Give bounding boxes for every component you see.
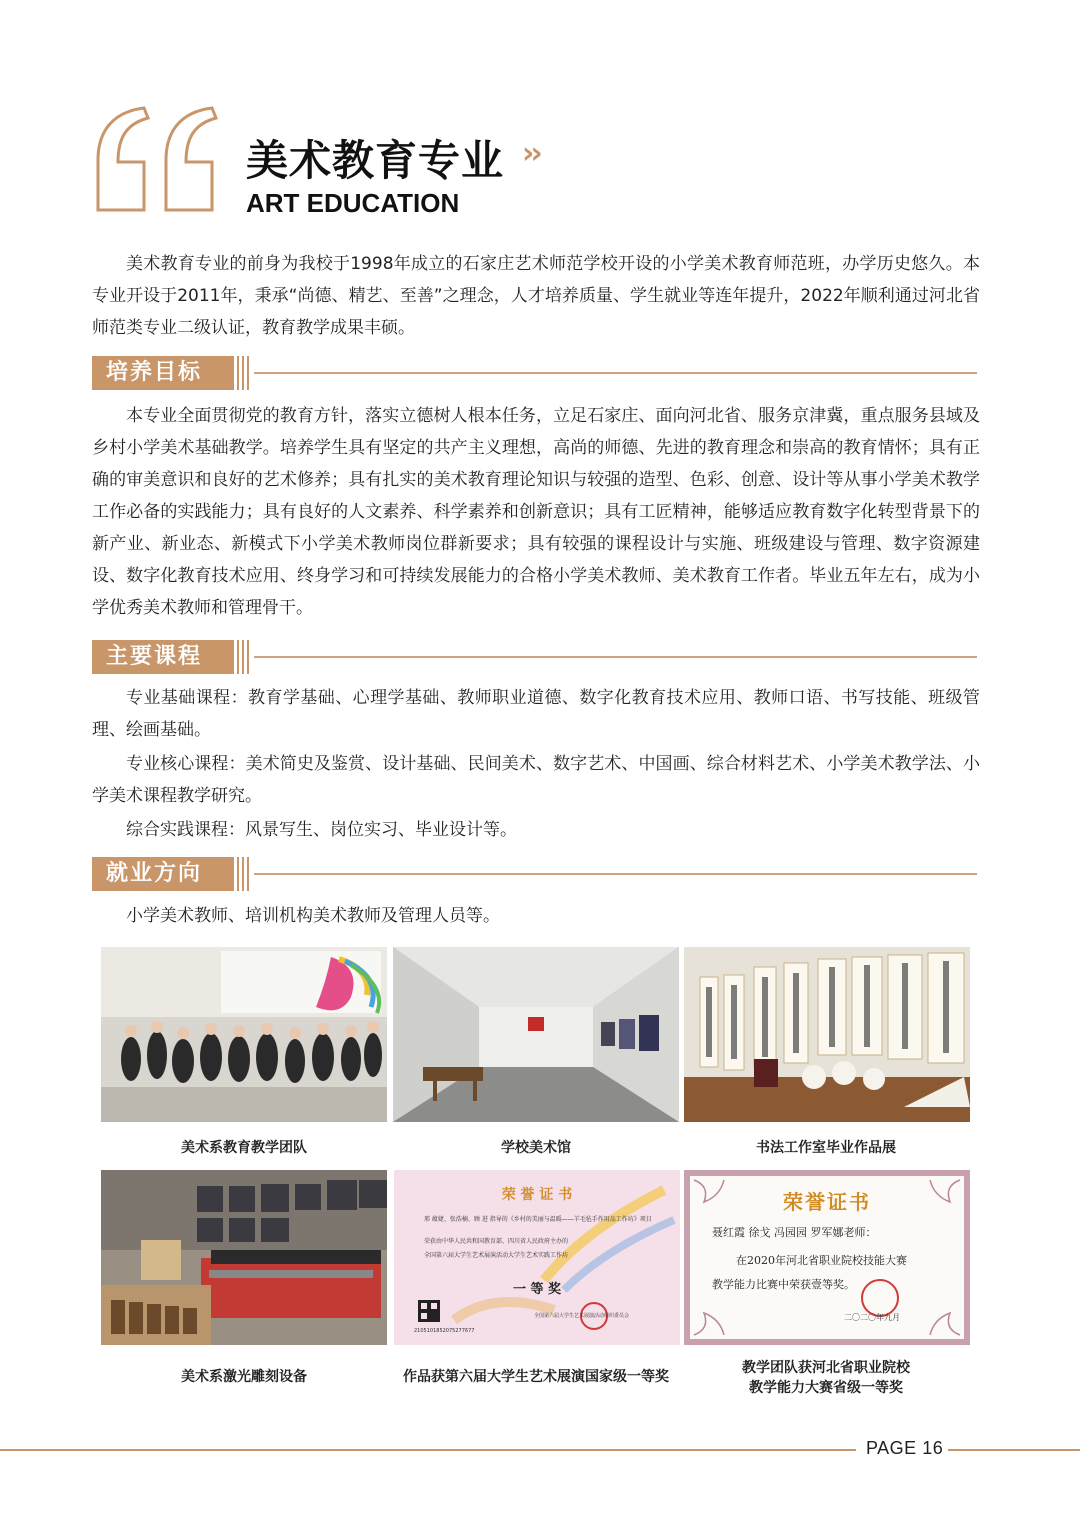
page-subtitle: ART EDUCATION: [246, 188, 460, 218]
career-text: 小学美术教师、培训机构美术教师及管理人员等。: [126, 906, 500, 926]
section-divider: [254, 656, 977, 658]
section-divider: [254, 372, 977, 374]
page-title: 美术教育专业: [246, 136, 505, 185]
page-number: [866, 1438, 943, 1459]
section-title-goal: 培养目标: [92, 356, 232, 390]
cert-pink-number: 2105101852075277677: [414, 1328, 475, 1334]
cert-gold-date: 二〇二〇年九月: [844, 1313, 900, 1322]
photo-team: [101, 947, 387, 1122]
courses-practice: 综合实践课程：风景写生、岗位实习、毕业设计等。: [126, 820, 517, 840]
cert-gold-names: 聂红霞 徐戈 冯园园 罗军娜老师：: [712, 1226, 877, 1239]
career-paragraph: [92, 900, 980, 932]
courses-basic: 专业基础课程：教育学基础、心理学基础、教师职业道德、数字化教育技术应用、教师口语、书写技能、班级管理、绘画基础。: [92, 688, 980, 740]
section-title-courses: 主要课程: [92, 640, 232, 674]
cert-pink-issuer: 全国第六届大学生艺术展演活动组织委员会: [534, 1313, 630, 1319]
section-stripes: [232, 857, 250, 891]
photo-calligraphy: [684, 947, 970, 1122]
section-header-career: [92, 857, 977, 891]
section-header-goal: [92, 356, 977, 390]
cert-pink-line3: 全国第六届大学生艺术展演活动大学生艺术实践工作坊: [424, 1252, 569, 1259]
certificate-gold: [684, 1170, 970, 1345]
intro-text: 美术教育专业的前身为我校于1998年成立的石家庄艺术师范学校开设的小学美术教育师范班，办学历史悠久。本专业开设于2011年，秉承“尚德、精艺、至善”之理念，人才培养质量、学生就业等连年提升，2022年顺利通过河北省师范类专业二级认证，教育教学成果丰硕。: [92, 254, 980, 338]
caption-calligraphy: 书法工作室毕业作品展: [756, 1140, 896, 1156]
cert-pink-award: 一 等 奖: [512, 1282, 562, 1297]
caption-cert-provincial: 教学团队获河北省职业院校教学能力大赛省级一等奖: [742, 1360, 910, 1396]
cert-gold-title: 荣誉证书: [783, 1190, 871, 1214]
caption-cert-national: 作品获第六届大学生艺术展演国家级一等奖: [403, 1369, 669, 1385]
courses-list: [92, 682, 980, 848]
section-stripes: [232, 640, 250, 674]
section-title-career: 就业方向: [92, 857, 232, 891]
caption-laser: 美术系激光雕刻设备: [181, 1369, 307, 1385]
cert-pink-line2: 荣获由中华人民共和国教育部、四川省人民政府主办的: [424, 1238, 569, 1245]
footer-divider-right: [948, 1449, 1080, 1451]
goal-paragraph: [92, 400, 980, 624]
page-label: PAGE: [866, 1438, 917, 1458]
section-stripes: [232, 356, 250, 390]
page-number-value: 16: [922, 1438, 944, 1458]
cert-gold-line2: 教学能力比赛中荣获壹等奖。: [712, 1278, 855, 1291]
photo-gallery: [393, 947, 679, 1122]
footer-divider-left: [0, 1449, 856, 1451]
goal-text: 本专业全面贯彻党的教育方针，落实立德树人根本任务，立足石家庄、面向河北省、服务京津冀，重点服务县域及乡村小学美术基础教学。培养学生具有坚定的共产主义理想，高尚的师德、先进的教育理念和崇高的教育情怀；具有正确的审美意识和良好的艺术修养；具有扎实的美术教育理论知识与较强的造型、色彩、创意、设计等从事小学美术教学工作必备的实践能力；具有良好的人文素养、科学素养和创新意识；具有工匠精神，能够适应教育数字化转型背景下的新产业、新业态、新模式下小学美术教师岗位群新要求；具有较强的课程设计与实施、班级建设与管理、数字资源建设、数字化教育技术应用、终身学习和可持续发展能力的合格小学美术教师、美术教育工作者。毕业五年左右，成为小学优秀美术教师和管理骨干。: [92, 406, 980, 618]
section-divider: [254, 873, 977, 875]
caption-gallery: 学校美术馆: [501, 1140, 571, 1156]
photo-laser: [101, 1170, 387, 1345]
cert-pink-line1: 邢 蕴婕、张浩楠、顾 进 指导的《乡村的美丽与温暖——羊毛毡手作用品工作坊》项目: [424, 1216, 652, 1223]
quote-mark-icon: [92, 102, 232, 217]
title-arrow-icon: ››: [522, 136, 539, 171]
caption-team: 美术系教育教学团队: [181, 1140, 307, 1156]
cert-pink-title: 荣 誉 证 书: [501, 1187, 573, 1203]
cert-gold-line1: 在2020年河北省职业院校技能大赛: [736, 1254, 907, 1267]
intro-paragraph: [92, 248, 980, 344]
section-header-courses: [92, 640, 977, 674]
certificate-pink: [394, 1170, 680, 1345]
courses-core: 专业核心课程：美术简史及鉴赏、设计基础、民间美术、数字艺术、中国画、综合材料艺术、小学美术教学法、小学美术课程教学研究。: [92, 754, 980, 806]
